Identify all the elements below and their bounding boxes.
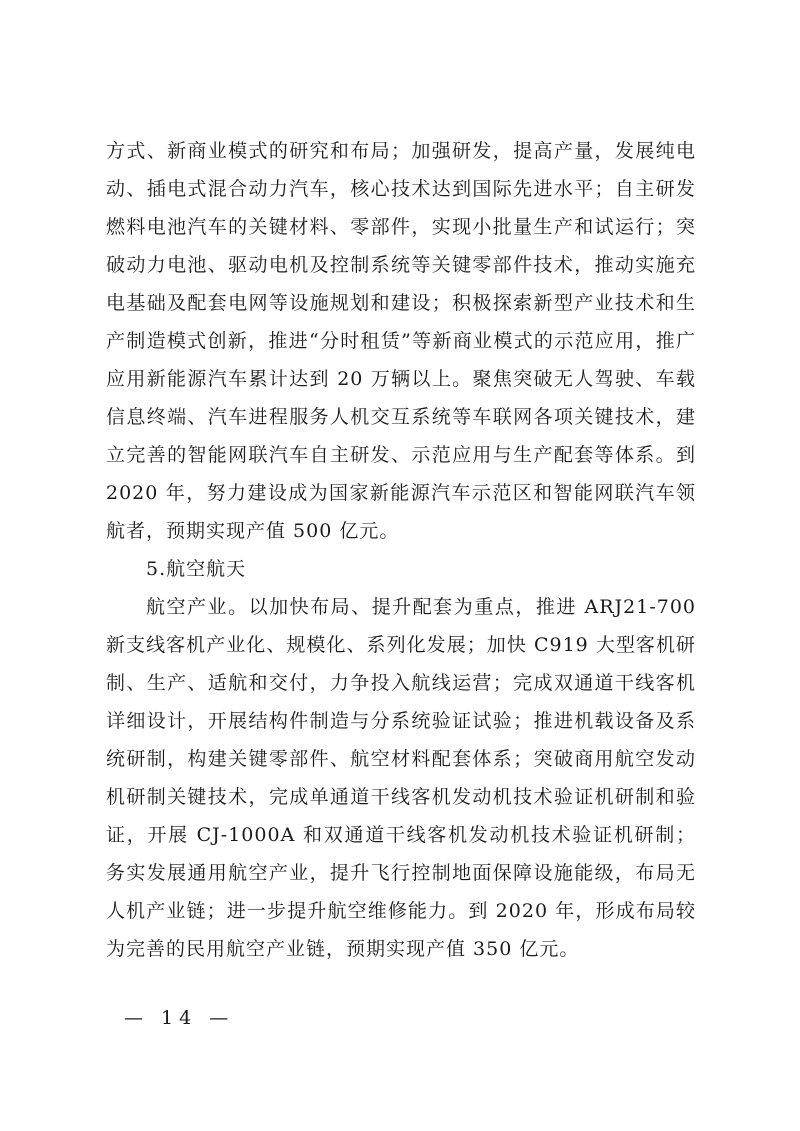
page-number: — 14 —	[124, 1007, 235, 1029]
paragraph-aviation: 航空产业。以加快布局、提升配套为重点，推进 ARJ21-700 新支线客机产业化、规模化、系列化发展；加快 C919 大型客机研制、生产、适航和交付，力争投入航线运营；完成双通道干线客机详细设计，开展结构件制造与分系统验证试验；推进机载设备及系统研制，构建关键零部件、航空材料配套体系；突破商用航空发动机研制关键技术，完成单通道干线客机发动机技术验证机研制和验证，开展 CJ-1000A 和双通道干线客机发动机技术验证机研制；务实发展通用航空产业，提升飞行控制地面保障设施能级，布局无人机产业链；进一步提升航空维修能力。到 2020 年，形成布局较为完善的民用航空产业链，预期实现产值 350 亿元。	[106, 596, 696, 960]
document-body	[106, 132, 696, 968]
paragraph-continued: 方式、新商业模式的研究和布局；加强研发，提高产量，发展纯电动、插电式混合动力汽车，核心技术达到国际先进水平；自主研发燃料电池汽车的关键材料、零部件，实现小批量生产和试运行；突破动力电池、驱动电机及控制系统等关键零部件技术，推动实施充电基础及配套电网等设施规划和建设；积极探索新型产业技术和生产制造模式创新，推进“分时租赁”等新商业模式的示范应用，推广应用新能源汽车累计达到 20 万辆以上。聚焦突破无人驾驶、车载信息终端、汽车进程服务人机交互系统等车联网各项关键技术，建立完善的智能网联汽车自主研发、示范应用与生产配套等体系。到 2020 年，努力建设成为国家新能源汽车示范区和智能网联汽车领航者，预期实现产值 500 亿元。	[106, 140, 696, 542]
section-heading: 5.航空航天	[146, 558, 247, 580]
